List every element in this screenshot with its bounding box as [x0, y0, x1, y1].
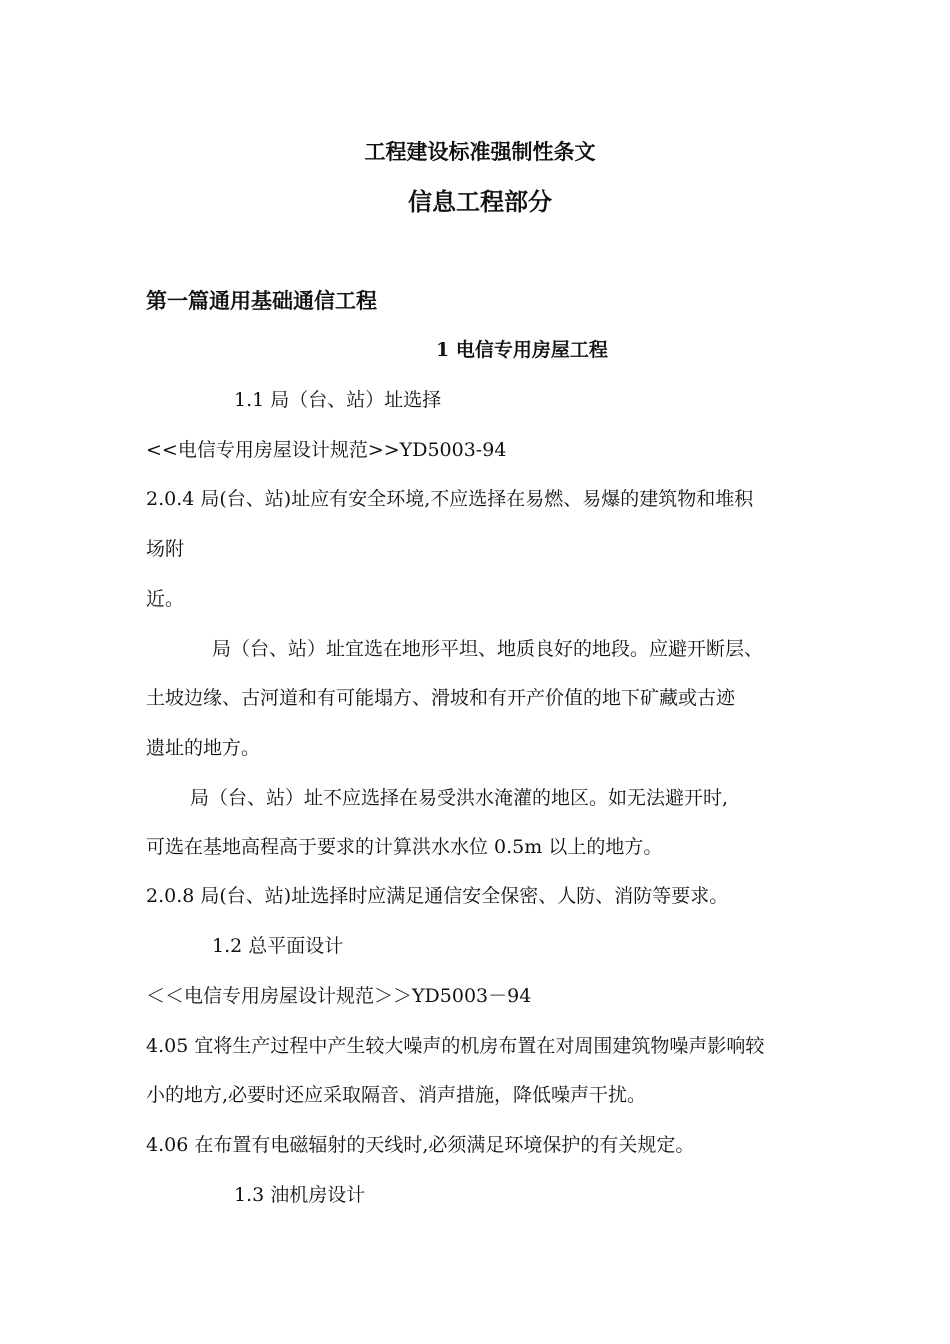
clause-text-line: 遗址的地方。	[146, 737, 261, 759]
standard-reference: <<电信专用房屋设计规范>>YD5003-94	[146, 439, 507, 461]
clause-text-line: 局（台、站）址宜选在地形平坦、地质良好的地段。应避开断层、	[212, 638, 764, 660]
clause-text-line: 4.05 宜将生产过程中产生较大噪声的机房布置在对周围建筑物噪声影响较	[146, 1035, 765, 1057]
clause-text-line: 4.06 在布置有电磁辐射的天线时,必须满足环境保护的有关规定。	[146, 1134, 695, 1156]
standard-reference: ＜＜电信专用房屋设计规范＞＞YD5003－94	[146, 985, 532, 1007]
clause-text-line: 局（台、站）址不应选择在易受洪水淹灌的地区。如无法避开时,	[190, 787, 729, 809]
clause-text-line: 2.0.8 局(台、站)址选择时应满足通信安全保密、人防、消防等要求。	[146, 885, 729, 907]
clause-text-line: 可选在基地高程高于要求的计算洪水水位 0.5m 以上的地方。	[146, 836, 663, 858]
document-title: 工程建设标准强制性条文	[364, 139, 596, 164]
chapter-title: 1 电信专用房屋工程	[436, 339, 608, 361]
clause-text-line: 2.0.4 局(台、站)址应有安全环境,不应选择在易燃、易爆的建筑物和堆积	[146, 488, 754, 510]
clause-text-line: 土坡边缘、古河道和有可能塌方、滑坡和有开产价值的地下矿藏或古迹	[146, 687, 736, 709]
document-subtitle: 信息工程部分	[408, 187, 552, 216]
clause-text-line: 小的地方,必要时还应采取隔音、消声措施，降低噪声干扰。	[146, 1084, 647, 1106]
section-heading-1-1: 1.1 局（台、站）址选择	[234, 389, 442, 411]
section-heading-1-2: 1.2 总平面设计	[212, 935, 344, 957]
clause-text-line: 场附	[146, 538, 185, 560]
part-title: 第一篇通用基础通信工程	[146, 288, 377, 313]
section-heading-1-3: 1.3 油机房设计	[234, 1184, 366, 1206]
clause-text-line: 近。	[146, 588, 185, 610]
